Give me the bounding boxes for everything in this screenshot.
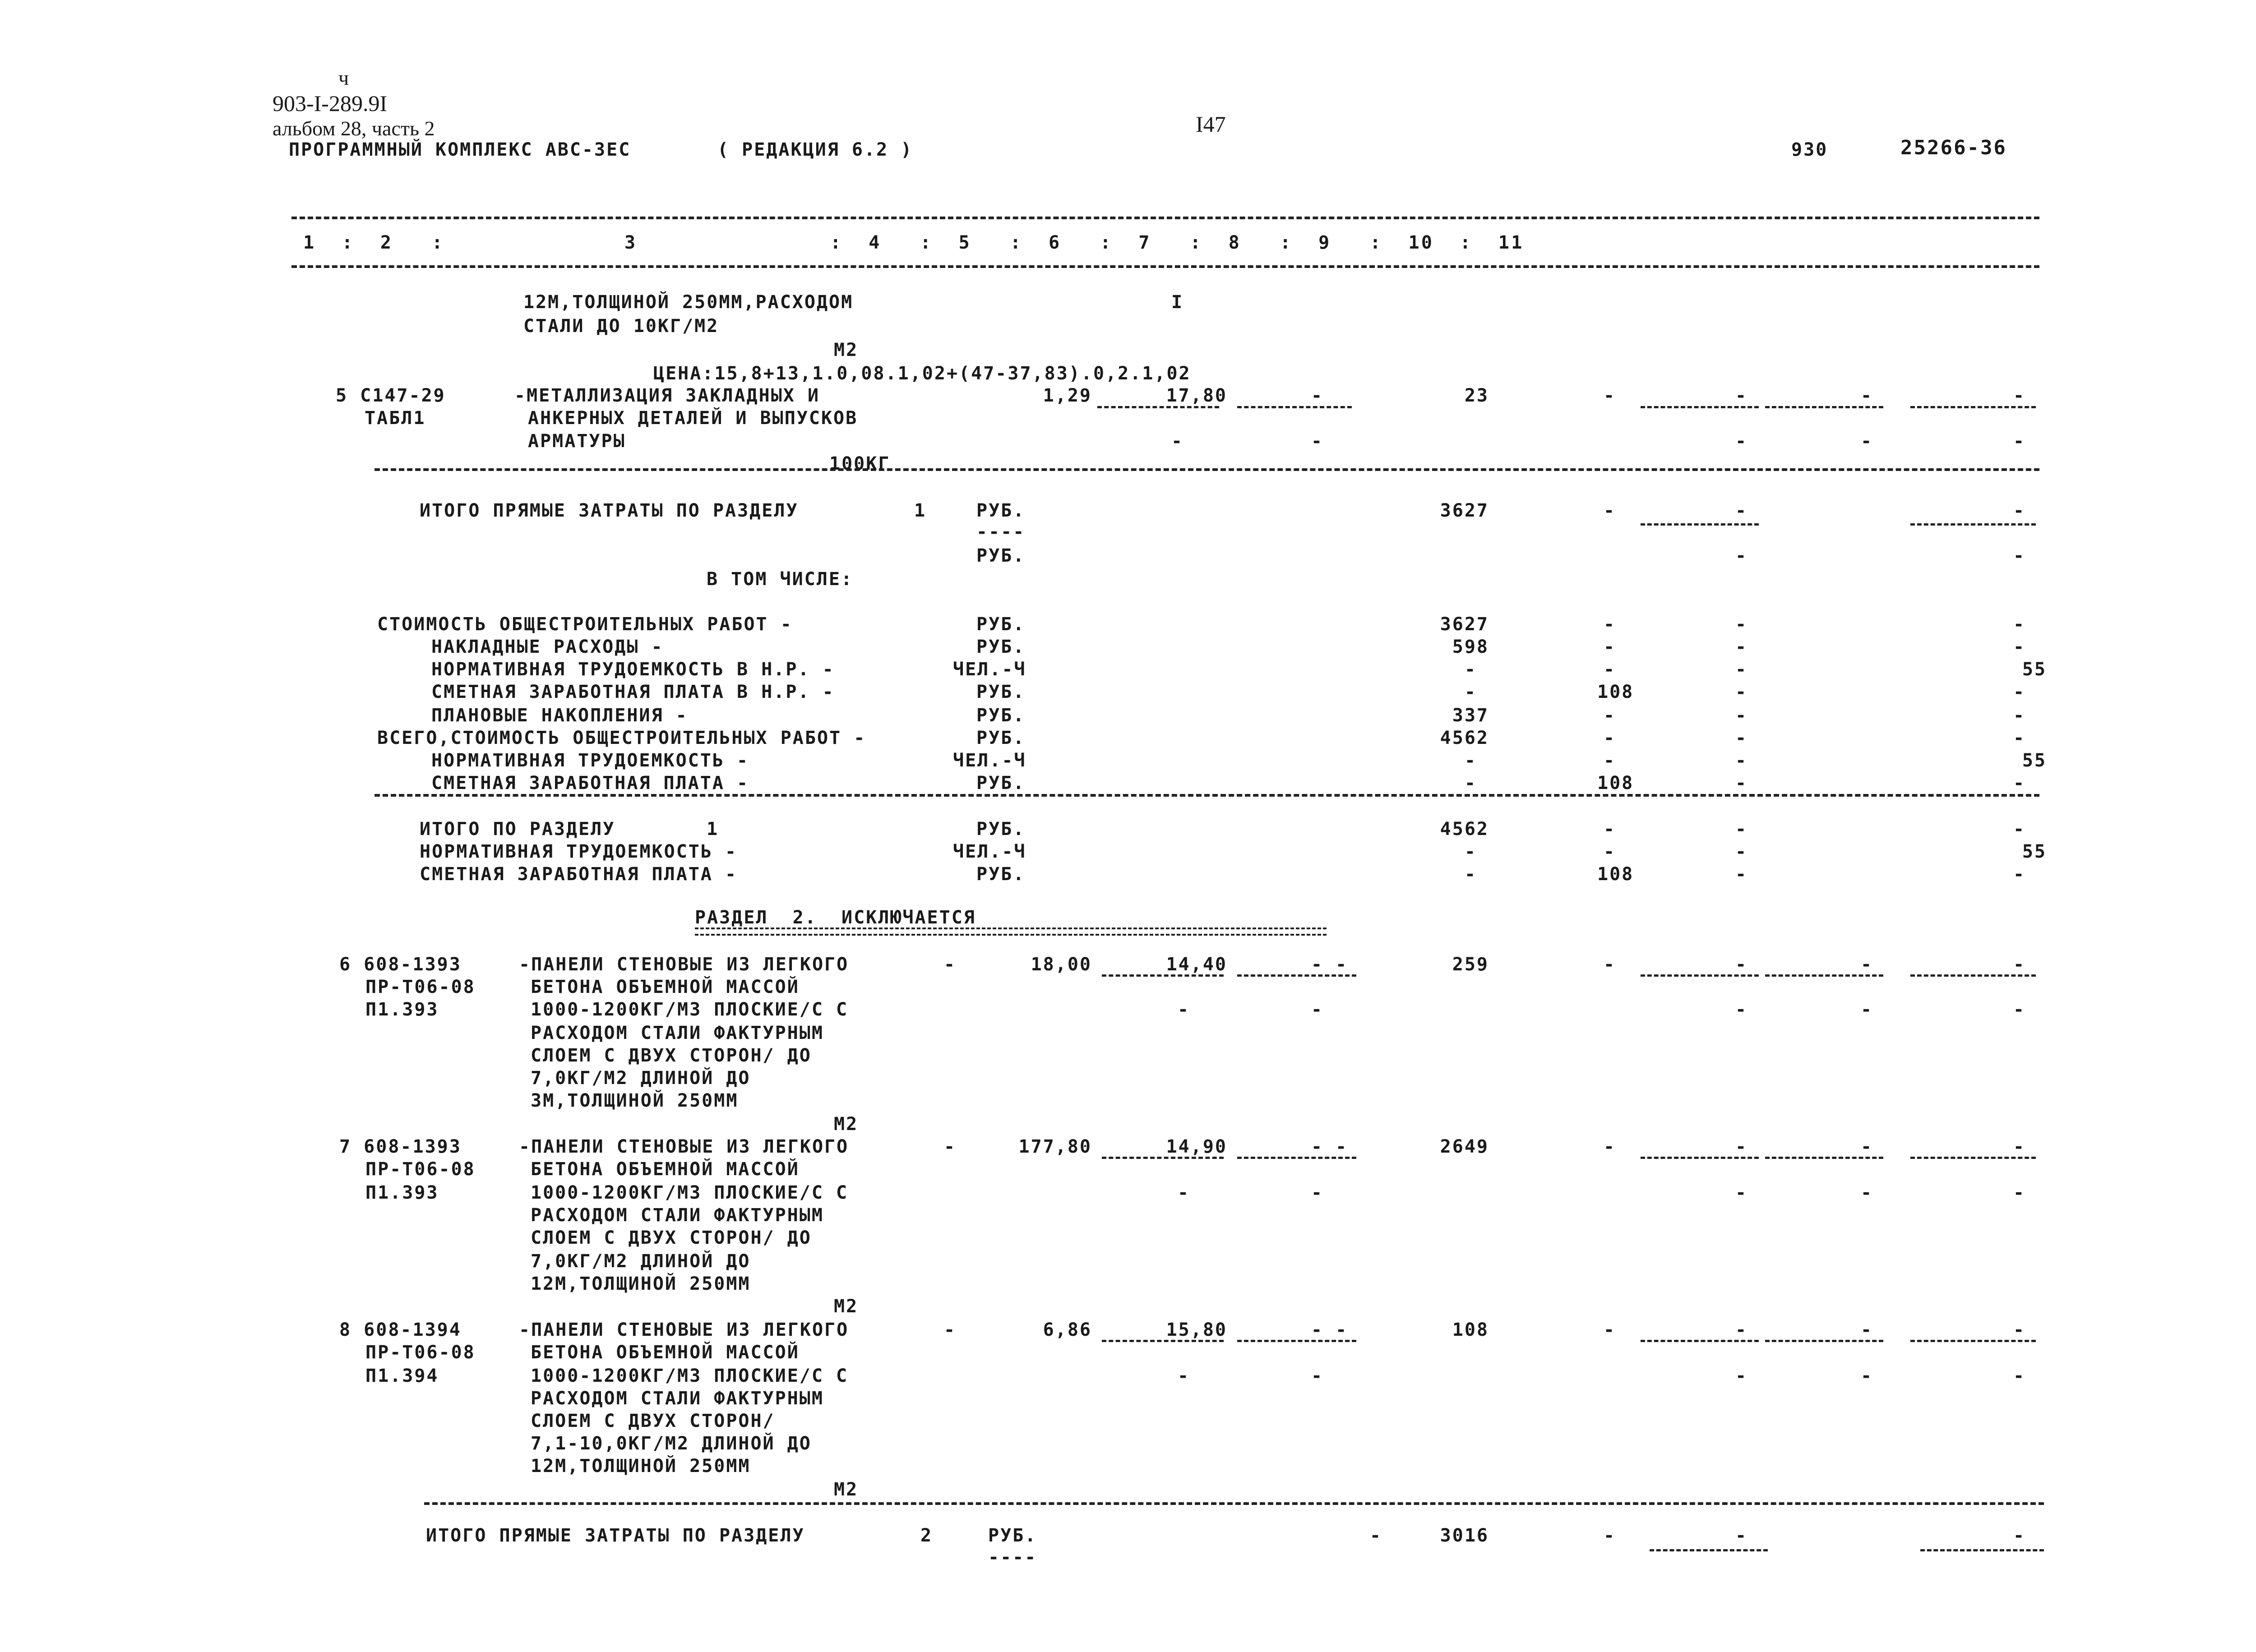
table-cell: - [1311, 1366, 1324, 1386]
subtotal-rule [1910, 406, 2036, 408]
table-cell: БЕТОНА ОБЪЕМНОЙ МАССОЙ [531, 977, 800, 997]
table-cell: 55 [2022, 750, 2047, 771]
table-cell: 1000-1200КГ/М3 ПЛОСКИЕ/С С [531, 999, 849, 1020]
table-cell: - [1178, 1182, 1190, 1203]
table-cell: 108 [1597, 682, 1634, 702]
table-cell: ИТОГО ПРЯМЫЕ ЗАТРАТЫ ПО РАЗДЕЛУ [420, 500, 799, 521]
table-cell: - [1861, 999, 1873, 1020]
table-cell: НАКЛАДНЫЕ РАСХОДЫ - [431, 637, 664, 657]
table-cell: ПР-Т06-08 [365, 977, 476, 997]
table-cell: РУБ. [976, 545, 1026, 566]
table-cell: - [1735, 954, 1748, 975]
table-cell: - [2013, 500, 2026, 521]
table-cell: - [1465, 773, 1477, 794]
table-cell: - [1735, 1366, 1748, 1386]
table-cell: - [1735, 1320, 1748, 1340]
table-cell: НОРМАТИВНАЯ ТРУДОЕМКОСТЬ В Н.Р. - [431, 659, 835, 680]
table-cell: - [2013, 1182, 2026, 1203]
edition-label: ( РЕДАКЦИЯ 6.2 ) [717, 139, 913, 160]
table-cell: 108 [1452, 1320, 1489, 1340]
doc-number: 25266-36 [1900, 136, 2007, 159]
subtotal-rule [1910, 523, 2036, 526]
table-cell: - - [1311, 954, 1348, 975]
table-cell: -ПАНЕЛИ СТЕНОВЫЕ ИЗ ЛЕГКОГО [519, 954, 849, 975]
table-cell: - [1604, 841, 1616, 862]
table-cell: 55 [2022, 841, 2047, 862]
table-cell: - [1604, 705, 1616, 726]
table-cell: - [1735, 637, 1748, 657]
table-cell: 108 [1597, 773, 1634, 794]
table-cell: - [1604, 1525, 1616, 1546]
table-cell: РУБ. [976, 637, 1026, 657]
table-cell: ИТОГО ПО РАЗДЕЛУ [420, 819, 615, 840]
table-cell: - [1311, 1182, 1324, 1203]
table-cell: 108 [1597, 864, 1634, 885]
table-cell: СЛОЕМ С ДВУХ СТОРОН/ ДО [531, 1227, 812, 1248]
table-cell: - [1178, 999, 1190, 1020]
table-cell: М2 [834, 340, 859, 360]
table-cell: 1000-1200КГ/М3 ПЛОСКИЕ/С С [531, 1182, 849, 1203]
table-cell: - - [1311, 1320, 1348, 1340]
table-cell: - [1735, 750, 1748, 771]
table-cell: - [1465, 841, 1477, 862]
table-cell: - [1604, 1136, 1616, 1157]
table-cell: - [2013, 705, 2026, 726]
program-name: ПРОГРАММНЫЙ КОМПЛЕКС АВС-3ЕС [289, 139, 631, 160]
table-cell: 6,86 [1043, 1320, 1092, 1340]
table-cell: - [1604, 637, 1616, 657]
table-cell: ТАБЛ1 [365, 408, 426, 429]
table-cell: - [1735, 500, 1748, 521]
column-header: 1 : 2 : 3 : 4 : 5 : 6 : 7 : 8 : 9 : 10 : 11 [303, 232, 1524, 253]
table-cell: - [1735, 614, 1748, 635]
table-cell: -МЕТАЛЛИЗАЦИЯ ЗАКЛАДНЫХ И [514, 385, 820, 406]
table-cell: 100КГ [829, 453, 891, 474]
table-cell: - [1861, 1320, 1873, 1340]
table-cell: РАСХОДОМ СТАЛИ ФАКТУРНЫМ [531, 1388, 824, 1409]
table-cell: - [1171, 431, 1184, 452]
table-cell: АНКЕРНЫХ ДЕТАЛЕЙ И ВЫПУСКОВ [528, 408, 858, 429]
table-cell: - [2013, 614, 2026, 635]
table-cell: - [944, 954, 957, 975]
table-cell: 598 [1452, 637, 1489, 657]
table-cell: - [1861, 1182, 1873, 1203]
table-cell: - [1604, 500, 1616, 521]
table-cell: 23 [1464, 385, 1489, 406]
table-cell: М2 [834, 1479, 859, 1500]
table-cell: - [2013, 954, 2026, 975]
table-cell: -ПАНЕЛИ СТЕНОВЫЕ ИЗ ЛЕГКОГО [519, 1136, 849, 1157]
table-cell: - [1604, 750, 1616, 771]
table-cell: РАЗДЕЛ 2. ИСКЛЮЧАЕТСЯ [695, 907, 976, 928]
table-cell: 7 608-1393 [339, 1136, 462, 1157]
header-rule-top [291, 217, 2039, 219]
table-cell: РУБ. [976, 500, 1026, 521]
table-cell: 17,80 [1166, 385, 1227, 406]
table-cell: 259 [1452, 954, 1489, 975]
table-cell: 7,1-10,0КГ/М2 ДЛИНОЙ ДО [531, 1433, 812, 1454]
table-cell: - [1604, 614, 1616, 635]
table-cell: 3627 [1440, 500, 1489, 521]
table-cell: - [1604, 819, 1616, 840]
table-cell: - [2013, 1136, 2026, 1157]
table-cell: РУБ. [988, 1525, 1037, 1546]
table-cell: ПР-Т06-08 [365, 1159, 476, 1180]
table-cell: ---- [976, 521, 1026, 542]
table-cell: РУБ. [976, 773, 1026, 794]
table-cell: СЛОЕМ С ДВУХ СТОРОН/ [531, 1411, 775, 1431]
table-cell: - [1370, 1525, 1382, 1546]
table-cell: - [1311, 385, 1324, 406]
table-cell: РУБ. [976, 682, 1026, 702]
doc-code: 903-I-289.9I [273, 91, 388, 116]
table-cell: - [1735, 1136, 1748, 1157]
table-cell: - [2013, 819, 2026, 840]
table-cell: - [1604, 728, 1616, 748]
code-930: 930 [1791, 139, 1828, 160]
album-label: альбом 28, часть 2 [273, 117, 435, 140]
table-cell: 12М,ТОЛЩИНОЙ 250ММ [531, 1456, 751, 1477]
table-cell: НОРМАТИВНАЯ ТРУДОЕМКОСТЬ - [431, 750, 749, 771]
table-cell: I [1171, 292, 1184, 313]
table-cell: - [1735, 1525, 1748, 1546]
table-cell: - [2013, 1320, 2026, 1340]
table-cell: - [1735, 773, 1748, 794]
subtotal-rule [1641, 523, 1759, 526]
table-cell: РУБ. [976, 705, 1026, 726]
table-cell: 14,40 [1166, 954, 1227, 975]
table-cell: РАСХОДОМ СТАЛИ ФАКТУРНЫМ [531, 1205, 824, 1226]
subtotal-rule [1097, 406, 1219, 408]
subtotal-rule [1650, 1549, 1768, 1551]
table-cell: - [1735, 864, 1748, 885]
table-cell: СТОИМОСТЬ ОБЩЕСТРОИТЕЛЬНЫХ РАБОТ - [377, 614, 793, 635]
subtotal-rule [1641, 406, 1759, 408]
table-cell: - [2013, 637, 2026, 657]
table-cell: РУБ. [976, 728, 1026, 748]
table-cell: 18,00 [1031, 954, 1092, 975]
table-cell: - [1604, 659, 1616, 680]
table-cell: - [1861, 385, 1873, 406]
page-number: I47 [1196, 111, 1226, 137]
table-cell: - [944, 1320, 957, 1340]
table-cell: 4562 [1440, 728, 1489, 748]
table-cell: - [1735, 659, 1748, 680]
table-cell: - [1604, 1320, 1616, 1340]
table-cell: - [1861, 431, 1873, 452]
subtotal-rule [1237, 406, 1352, 408]
table-cell: В ТОМ ЧИСЛЕ: [707, 569, 853, 590]
table-cell: - [1465, 682, 1477, 702]
table-cell: - [1311, 431, 1324, 452]
table-cell: 2 [920, 1525, 933, 1546]
table-cell: - [1735, 819, 1748, 840]
section-rule [374, 468, 2039, 471]
table-cell: М2 [834, 1296, 859, 1317]
table-cell: - [1735, 431, 1748, 452]
table-cell: - [1735, 999, 1748, 1020]
table-cell: ЦЕНА:15,8+13,1.0,08.1,02+(47-37,83).0,2.1,02 [653, 363, 1191, 384]
table-cell: - - [1311, 1136, 1348, 1157]
table-cell: 6 608-1393 [339, 954, 462, 975]
table-cell: ПР-Т06-08 [365, 1342, 476, 1363]
table-cell: 14,90 [1166, 1136, 1227, 1157]
table-cell: 177,80 [1018, 1136, 1092, 1157]
table-cell: БЕТОНА ОБЪЕМНОЙ МАССОЙ [531, 1159, 800, 1180]
table-cell: - [1735, 705, 1748, 726]
table-cell: ЧЕЛ.-Ч [953, 750, 1026, 771]
table-cell: - [1735, 841, 1748, 862]
table-cell: 1,29 [1043, 385, 1092, 406]
table-cell: АРМАТУРЫ [528, 431, 626, 452]
table-cell: ВСЕГО,СТОИМОСТЬ ОБЩЕСТРОИТЕЛЬНЫХ РАБОТ - [377, 728, 866, 748]
subtotal-rule [1920, 1549, 2044, 1551]
table-cell: П1.394 [365, 1366, 439, 1386]
table-cell: РУБ. [976, 614, 1026, 635]
table-cell: 3М,ТОЛЩИНОЙ 250ММ [531, 1090, 739, 1111]
table-cell: -ПАНЕЛИ СТЕНОВЫЕ ИЗ ЛЕГКОГО [519, 1320, 849, 1340]
table-cell: РУБ. [976, 864, 1026, 885]
table-cell: - [1178, 1366, 1190, 1386]
table-cell: БЕТОНА ОБЪЕМНОЙ МАССОЙ [531, 1342, 800, 1363]
table-cell: СМЕТНАЯ ЗАРАБОТНАЯ ПЛАТА - [420, 864, 738, 885]
table-cell: ЧЕЛ.-Ч [953, 841, 1026, 862]
table-cell: ЧЕЛ.-Ч [953, 659, 1026, 680]
table-cell: - [944, 1136, 957, 1157]
table-cell: НОРМАТИВНАЯ ТРУДОЕМКОСТЬ - [420, 841, 738, 862]
table-cell: - [2013, 728, 2026, 748]
table-cell: 4562 [1440, 819, 1489, 840]
table-cell: СМЕТНАЯ ЗАРАБОТНАЯ ПЛАТА - [431, 773, 749, 794]
table-cell: СМЕТНАЯ ЗАРАБОТНАЯ ПЛАТА В Н.Р. - [431, 682, 835, 702]
table-cell: - [1861, 1136, 1873, 1157]
table-cell: П1.393 [365, 1182, 439, 1203]
table-cell: - [1735, 682, 1748, 702]
table-cell: 1000-1200КГ/М3 ПЛОСКИЕ/С С [531, 1366, 849, 1386]
table-cell: 337 [1452, 705, 1489, 726]
table-cell: П1.393 [365, 999, 439, 1020]
table-cell: - [1465, 864, 1477, 885]
table-cell: ---- [988, 1547, 1037, 1568]
table-cell: - [2013, 1525, 2026, 1546]
table-cell: ПЛАНОВЫЕ НАКОПЛЕНИЯ - [431, 705, 688, 726]
table-cell: - [1465, 750, 1477, 771]
table-cell: - [2013, 999, 2026, 1020]
table-cell: 7,0КГ/М2 ДЛИНОЙ ДО [531, 1251, 751, 1272]
table-cell: - [2013, 385, 2026, 406]
table-cell: 2649 [1440, 1136, 1489, 1157]
table-cell: 3627 [1440, 614, 1489, 635]
table-cell: 1 [914, 500, 927, 521]
table-cell: - [2013, 431, 2026, 452]
subtotal-rule [1765, 406, 1883, 408]
table-cell: 12М,ТОЛЩИНОЙ 250ММ [531, 1274, 751, 1294]
table-cell: 12М,ТОЛЩИНОЙ 250ММ,РАСХОДОМ [523, 292, 854, 313]
table-cell: ИТОГО ПРЯМЫЕ ЗАТРАТЫ ПО РАЗДЕЛУ [426, 1525, 805, 1546]
mark: ч [338, 66, 349, 89]
table-cell: 55 [2022, 659, 2047, 680]
table-cell: - [1861, 954, 1873, 975]
table-cell: - [2013, 864, 2026, 885]
table-cell: 5 С147-29 [336, 385, 446, 406]
header-rule-bottom [291, 265, 2039, 268]
table-cell: - [1735, 1182, 1748, 1203]
table-cell: - [2013, 1366, 2026, 1386]
table-cell: - [2013, 773, 2026, 794]
table-cell: 3016 [1440, 1525, 1489, 1546]
table-cell: - [1735, 385, 1748, 406]
section-rule [374, 794, 2039, 797]
table-cell: - [2013, 545, 2026, 566]
table-cell: 15,80 [1166, 1320, 1227, 1340]
table-cell: - [1465, 659, 1477, 680]
table-cell: - [1604, 385, 1616, 406]
table-cell: 1 [707, 819, 719, 840]
section-double-rule [695, 928, 1327, 936]
table-cell: - [1311, 999, 1324, 1020]
table-cell: СТАЛИ ДО 10КГ/М2 [523, 316, 719, 337]
table-cell: 8 608-1394 [339, 1320, 462, 1340]
table-cell: М2 [834, 1114, 859, 1135]
table-cell: - [1735, 545, 1748, 566]
table-cell: - [2013, 682, 2026, 702]
table-cell: РАСХОДОМ СТАЛИ ФАКТУРНЫМ [531, 1023, 824, 1043]
table-cell: СЛОЕМ С ДВУХ СТОРОН/ ДО [531, 1045, 812, 1066]
section-rule [424, 1502, 2044, 1505]
table-cell: - [1604, 954, 1616, 975]
table-cell: - [1735, 728, 1748, 748]
table-cell: РУБ. [976, 819, 1026, 840]
table-cell: - [1861, 1366, 1873, 1386]
table-cell: 7,0КГ/М2 ДЛИНОЙ ДО [531, 1068, 751, 1089]
